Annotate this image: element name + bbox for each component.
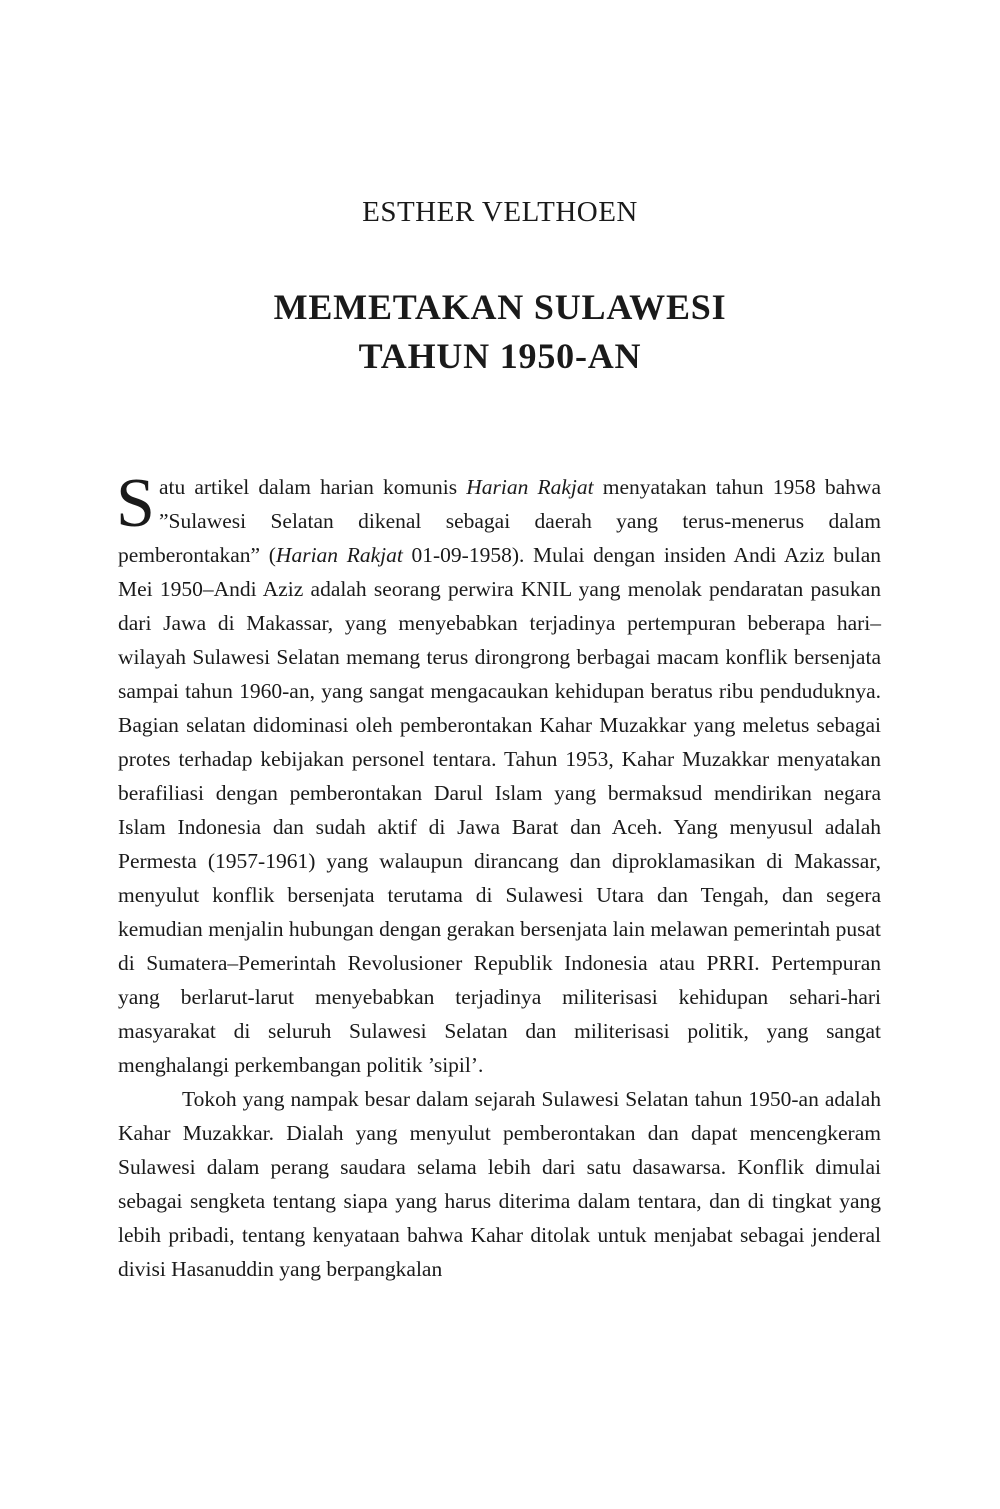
paragraph-1-text-a: atu artikel dalam harian komunis <box>158 475 467 499</box>
chapter-author: ESTHER VELTHOEN <box>362 196 638 228</box>
paragraph-1-text-c: 01-09-1958). Mulai dengan insiden Andi Aziz bulan Mei 1950–Andi Aziz adalah seorang perwira KNIL yang menolak pendaratan pasukan dari Jawa di Makassar, yang menyebabkan terjadinya pertempuran beberapa hari–wilayah Sulawesi Selatan memang terus dirongrong berbagai macam konflik bersenjata sampai tahun 1960-an, yang sangat mengacaukan kehidupan beratus ribu penduduknya. Bagian selatan didominasi oleh pemberontakan Kahar Muzakkar yang meletus sebagai protes terhadap kebijakan personel tentara. Tahun 1953, Kahar Muzakkar menyatakan berafiliasi dengan pemberontakan Darul Islam yang bermaksud mendirikan negara Islam Indonesia dan sudah aktif di Jawa Barat dan Aceh. Yang menyusul adalah Permesta (1957-1961) yang walaupun dirancang dan diproklamasikan di Makassar, menyulut konflik bersenjata terutama di Sulawesi Utara dan Tengah, dan segera kemudian menjalin hubungan dengan gerakan bersenjata lain melawan pemerintah pusat di Sumatera–Pemerintah Revolusioner Republik Indonesia atau PRRI. Pertempuran yang berlarut-larut menyebabkan terjadinya militerisasi kehidupan sehari-hari masyarakat di seluruh Sulawesi Selatan dan militerisasi politik, yang sangat menghalangi perkembangan politik ’sipil’. <box>118 543 881 1077</box>
paragraph-1-text-b: menyatakan tahun 1958 bahwa ”Sulawesi Selatan dikenal sebagai daerah yang terus-menerus dalam pemberontakan” ( <box>118 475 881 567</box>
chapter-title-line-1: MEMETAKAN SULAWESI <box>273 287 727 327</box>
body-paragraph-2: Tokoh yang nampak besar dalam sejarah Sulawesi Selatan tahun 1950-an adalah Kahar Muzakkar. Dialah yang menyulut pemberontakan dan dapat mencengkeram Sulawesi dalam perang saudara selama lebih dari satu dasawarsa. Konflik dimulai sebagai sengketa tentang siapa yang harus diterima dalam tentara, dan di tingkat yang lebih pribadi, tentang kenyataan bahwa Kahar ditolak untuk menjabat sebagai jenderal divisi Hasanuddin yang berpangkalan <box>118 1087 881 1281</box>
chapter-title-line-2: TAHUN 1950-AN <box>358 336 642 376</box>
newspaper-title-italic: Harian Rakjat <box>466 475 594 499</box>
body-paragraph-1 <box>116 465 881 1082</box>
newspaper-citation-italic: Harian Rakjat <box>275 543 403 567</box>
drop-cap: S <box>116 465 155 542</box>
chapter-title <box>0 283 1000 381</box>
chapter-body <box>116 465 881 1286</box>
